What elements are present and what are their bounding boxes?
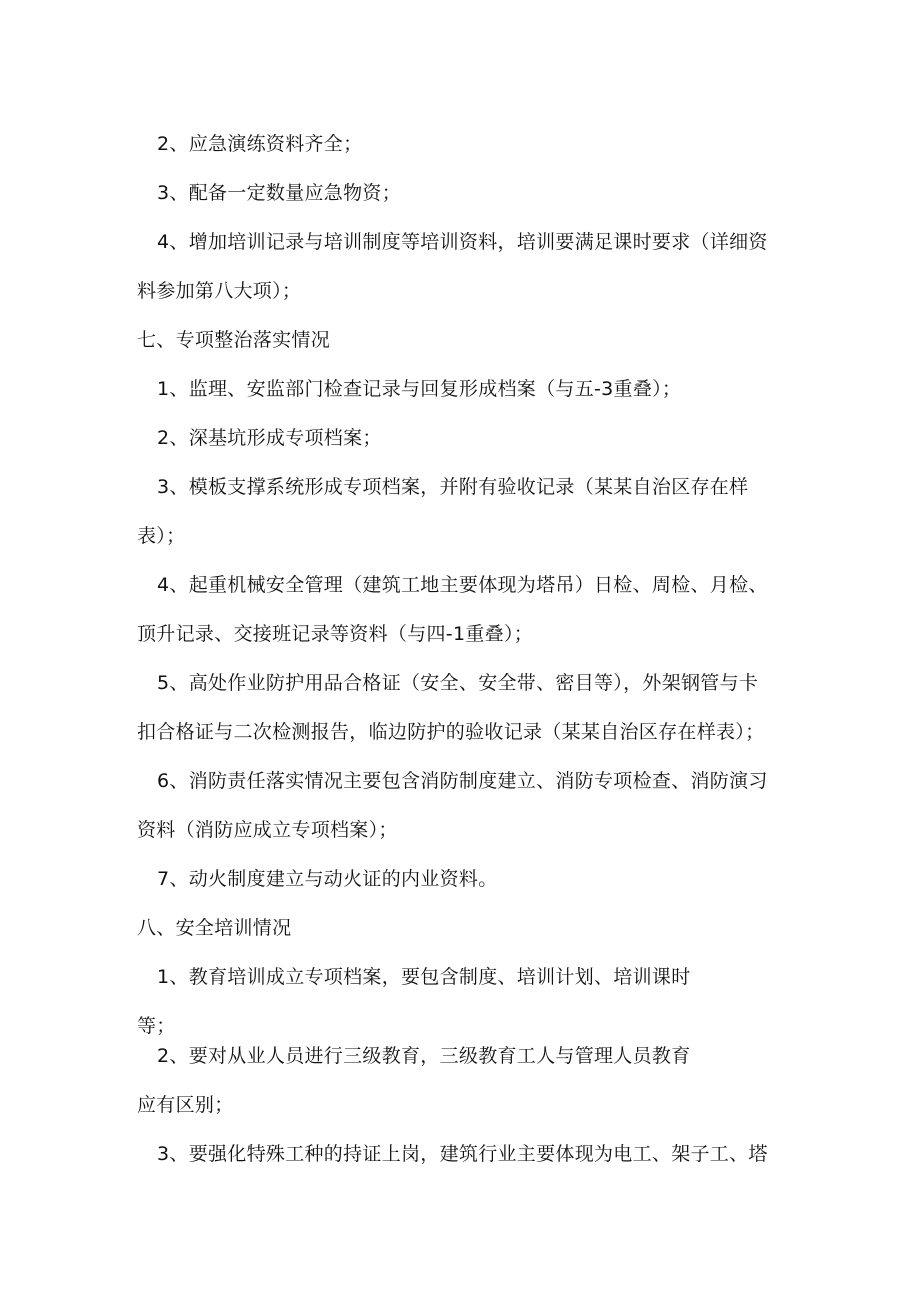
- section-8-item-3: 3、要强化特殊工种的持证上岗，建筑行业主要体现为电工、架子工、塔: [157, 1143, 768, 1165]
- item-3-emergency-supplies: 3、配备一定数量应急物资；: [157, 182, 401, 204]
- section-7-item-5: 5、高处作业防护用品合格证（安全、安全带、密目等），外架钢管与卡: [157, 672, 759, 694]
- section-7-item-6-cont: 资料（消防应成立专项档案）；: [137, 819, 398, 841]
- item-4-training-records-cont: 料参加第八大项）；: [137, 280, 302, 302]
- section-7-item-6: 6、消防责任落实情况主要包含消防制度建立、消防专项检查、消防演习: [157, 770, 768, 792]
- section-7-item-2: 2、深基坑形成专项档案；: [157, 427, 382, 449]
- item-4-training-records: 4、增加培训记录与培训制度等培训资料，培训要满足课时要求（详细资: [157, 231, 768, 253]
- section-8-item-1: 1、教育培训成立专项档案，要包含制度、培训计划、培训课时: [157, 966, 691, 988]
- section-7-item-4: 4、起重机械安全管理（建筑工地主要体现为塔吊）日检、周检、月检、: [157, 574, 768, 596]
- section-8-item-2: 2、要对从业人员进行三级教育，三级教育工人与管理人员教育: [157, 1045, 691, 1067]
- section-7-item-5-cont: 扣合格证与二次检测报告，临边防护的验收记录（某某自治区存在样表）；: [137, 721, 765, 743]
- section-7-item-7: 7、动火制度建立与动火证的内业资料。: [157, 868, 498, 890]
- section-8-item-2-cont: 应有区别；: [137, 1094, 234, 1116]
- section-8-item-1-cont: 等；: [137, 1015, 176, 1037]
- item-2-emergency-drill: 2、应急演练资料齐全；: [157, 133, 363, 155]
- section-7-item-4-cont: 顶升记录、交接班记录等资料（与四-1重叠）；: [137, 623, 534, 645]
- section-7-item-3: 3、模板支撑系统形成专项档案，并附有验收记录（某某自治区存在样: [157, 476, 749, 498]
- section-7-heading: 七、专项整治落实情况: [137, 329, 331, 351]
- section-7-item-3-cont: 表）；: [137, 525, 186, 547]
- section-7-item-1: 1、监理、安监部门检查记录与回复形成档案（与五-3重叠）；: [157, 378, 682, 400]
- section-8-heading: 八、安全培训情况: [137, 917, 292, 939]
